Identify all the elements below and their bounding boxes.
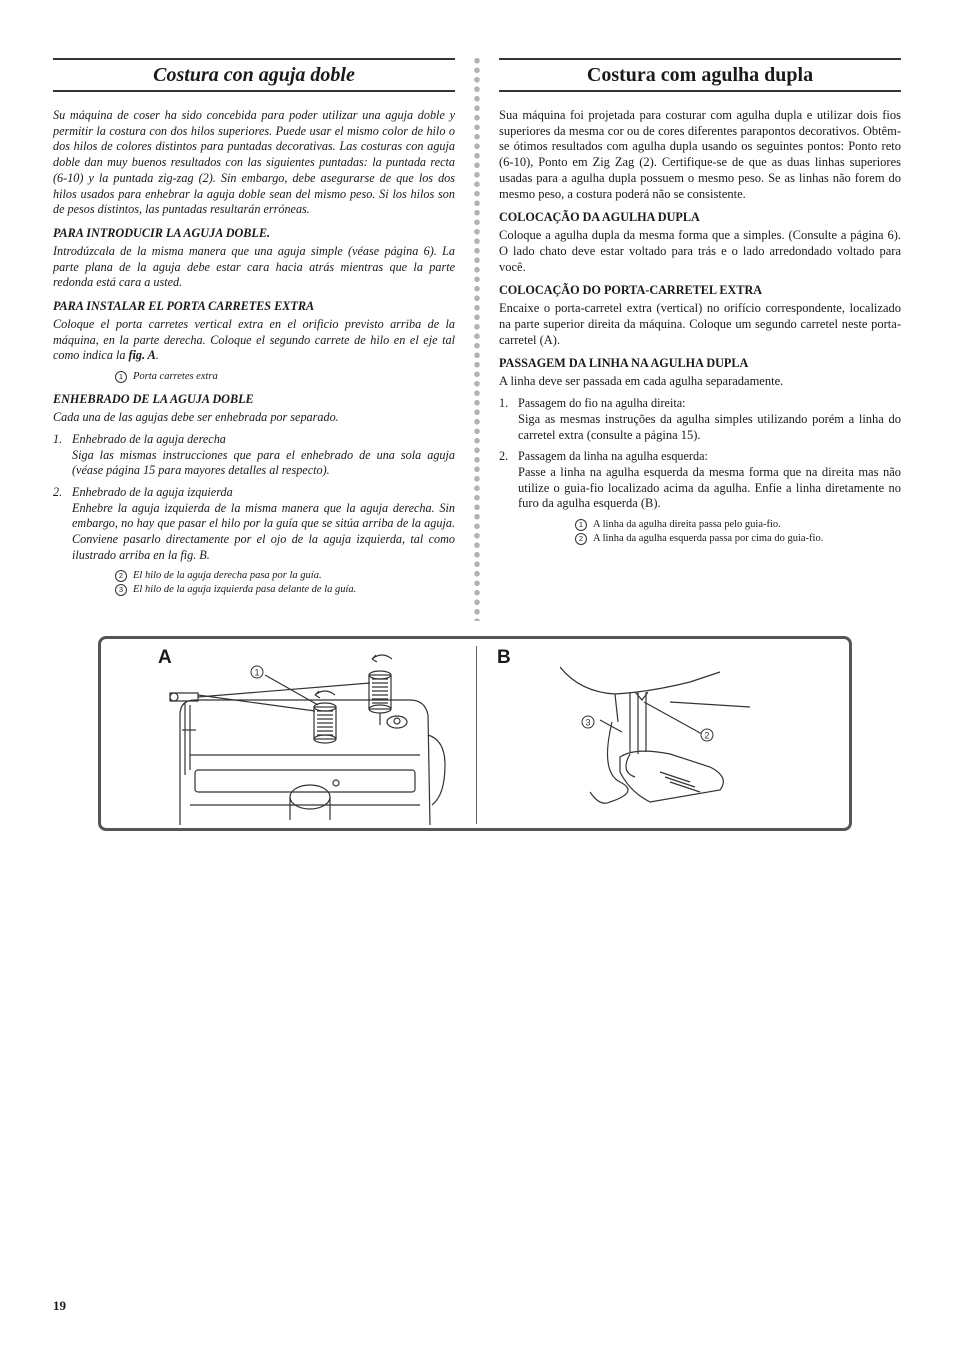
figure-b-marker-2: 2	[704, 730, 710, 741]
figure-a-label: A	[158, 647, 172, 668]
portuguese-title-bar	[499, 58, 901, 92]
spanish-item-2-title: Enhebrado de la aguja izquierda	[72, 484, 233, 499]
portuguese-title: Costura com agulha dupla	[586, 64, 814, 86]
portuguese-heading-needle: COLOCAÇÃO DA AGULHA DUPLA	[499, 210, 700, 225]
spanish-note-1-text: Porta carretes extra	[133, 371, 218, 383]
spanish-spool-pin-text	[53, 317, 455, 364]
marker-3: 3	[115, 584, 127, 596]
spanish-item-1-text: Siga las mismas instrucciones que para el enhebrado de una sola aguja (véase página 15 para mayores detalles al respecto).	[72, 447, 455, 478]
spanish-note-3-text: El hilo de la aguja izquierda pasa delante de la guía.	[133, 584, 357, 596]
portuguese-item-1-text: Siga as mesmas instruções da agulha simples utilizando porém a linha do carretel extra (consulte a página 15).	[518, 411, 901, 442]
spanish-note-3	[115, 583, 455, 597]
figure-a-illustration	[150, 645, 470, 825]
portuguese-note-1	[575, 518, 901, 532]
portuguese-note-2-text: A linha da agulha esquerda passa por cima do guia-fio.	[593, 533, 824, 545]
portuguese-spool-pin-text: Encaixe o porta-carretel extra (vertical) no orifício correspondente, localizado na parte superior direita da máquina. Coloque um segundo carretel neste porta-carretel (A).	[499, 301, 901, 347]
spanish-threading-text: Cada una de las agujas debe ser enhebrada por separado.	[53, 410, 339, 425]
spanish-item-2-text: Enhebre la aguja izquierda de la misma manera que la aguja derecha. Sin embargo, no hay que pasar el hilo por la guía que se sitúa arriba de la aguja. Conviene pasarlo directamente por el ojo de la aguja izquierda, tal como ilustrado arriba en la fig. B.	[72, 500, 455, 562]
spanish-intro: Su máquina de coser ha sido concebida para poder utilizar una aguja doble y permitir la costura con dos hilos superiores. Puede usar el mismo color de hilo o dos hilos de colores distintos para puntadas decorativas. Las costuras con aguja doble dan muy buenos resultados con las siguientes puntadas: la puntada recta (6-10) y la puntada zig-zag (2). Sin embargo, debe asegurarse de que los dos hilos usados para enhebrar la aguja doble sean del mismo peso. Si los hilos son de pesos distintos, las puntadas resultarán erróneas.	[53, 108, 455, 217]
spanish-item-2-number: 2.	[53, 484, 63, 499]
portuguese-item-2	[499, 449, 901, 465]
page-number: 19	[53, 1298, 66, 1313]
spanish-column	[53, 58, 455, 597]
portuguese-column	[499, 58, 901, 546]
portuguese-intro: Sua máquina foi projetada para costurar com agulha dupla e utilizar dois fios superiores da mesma cor ou de cores diferentes parapontos decorativos. Obtêm-se ótimos resultados com agulha dupla usando os seguintes pontos: Ponto reto (6-10), Ponto em Zig Zag (2). Certifique-se de que as duas linhas superiores usadas para a agulha dupla possuem o mesmo peso. Se as linhas não forem do mesmo peso, a costura poderá não se consistente.	[499, 108, 901, 201]
spanish-item-1-number: 1.	[53, 431, 63, 446]
figure-a-marker-1: 1	[254, 667, 260, 678]
marker-1: 1	[115, 371, 127, 383]
spanish-item-2	[53, 485, 455, 501]
figure-b-marker-3: 3	[585, 717, 591, 728]
portuguese-note-1-text: A linha da agulha direita passa pelo guia-fio.	[593, 519, 781, 531]
column-divider-dots	[473, 56, 481, 621]
portuguese-item-2-title: Passagem da linha na agulha esquerda:	[518, 449, 708, 464]
portuguese-heading-spool-pin: COLOCAÇÃO DO PORTA-CARRETEL EXTRA	[499, 283, 763, 298]
spanish-note-2	[115, 569, 455, 583]
spanish-note-2-text: El hilo de la aguja derecha pasa por la guía.	[133, 570, 322, 582]
fig-a-reference: fig. A	[128, 348, 156, 363]
spanish-insert-needle-text: Introdúzcala de la misma manera que una aguja simple (véase página 6). La parte plana de la aguja debe estar cara hacia atrás mientras que la parte redonda está cara a usted.	[53, 243, 455, 290]
spanish-title-bar	[53, 58, 455, 92]
spanish-spool-pin-text-end: .	[155, 348, 159, 363]
marker-2: 2	[575, 533, 587, 545]
portuguese-item-1	[499, 396, 901, 412]
spanish-item-1-title: Enhebrado de la aguja derecha	[72, 431, 226, 446]
portuguese-item-1-number: 1.	[499, 396, 509, 411]
portuguese-heading-threading: PASSAGEM DA LINHA NA AGULHA DUPLA	[499, 356, 749, 371]
portuguese-needle-text: Coloque a agulha dupla da mesma forma que a simples. (Consulte a página 6). O lado chato deve estar voltado para trás e o lado arredondado voltado para você.	[499, 228, 901, 274]
spanish-heading-insert-needle: PARA INTRODUCIR LA AGUJA DOBLE.	[53, 225, 271, 240]
portuguese-note-2	[575, 532, 901, 546]
spanish-heading-spool-pin: PARA INSTALAR EL PORTA CARRETES EXTRA	[53, 299, 315, 314]
spanish-heading-threading: ENHEBRADO DE LA AGUJA DOBLE	[53, 392, 254, 407]
spanish-title: Costura con aguja doble	[153, 64, 355, 86]
portuguese-item-2-text: Passe a linha na agulha esquerda da mesma forma que na direita mas não utilize o guia-fio localizado acima da agulha. Enfie a linha diretamente no furo da agulha esquerda (B).	[518, 464, 901, 511]
spanish-note-1	[115, 370, 455, 384]
portuguese-threading-text: A linha deve ser passada em cada agulha separadamente.	[499, 374, 784, 389]
marker-2: 2	[115, 570, 127, 582]
marker-1: 1	[575, 519, 587, 531]
spanish-item-1	[53, 432, 455, 448]
spanish-spool-pin-text-main: Coloque el porta carretes vertical extra en el orificio previsto arriba de la máquina, en la parte derecha. Coloque el segundo carrete de hilo en el eje tal como indica la	[53, 317, 455, 363]
portuguese-item-1-title: Passagem do fio na agulha direita:	[518, 396, 686, 411]
figure-b-illustration	[560, 662, 760, 817]
portuguese-item-2-number: 2.	[499, 449, 509, 464]
figure-divider	[476, 646, 477, 824]
figure-b-label: B	[497, 647, 511, 668]
